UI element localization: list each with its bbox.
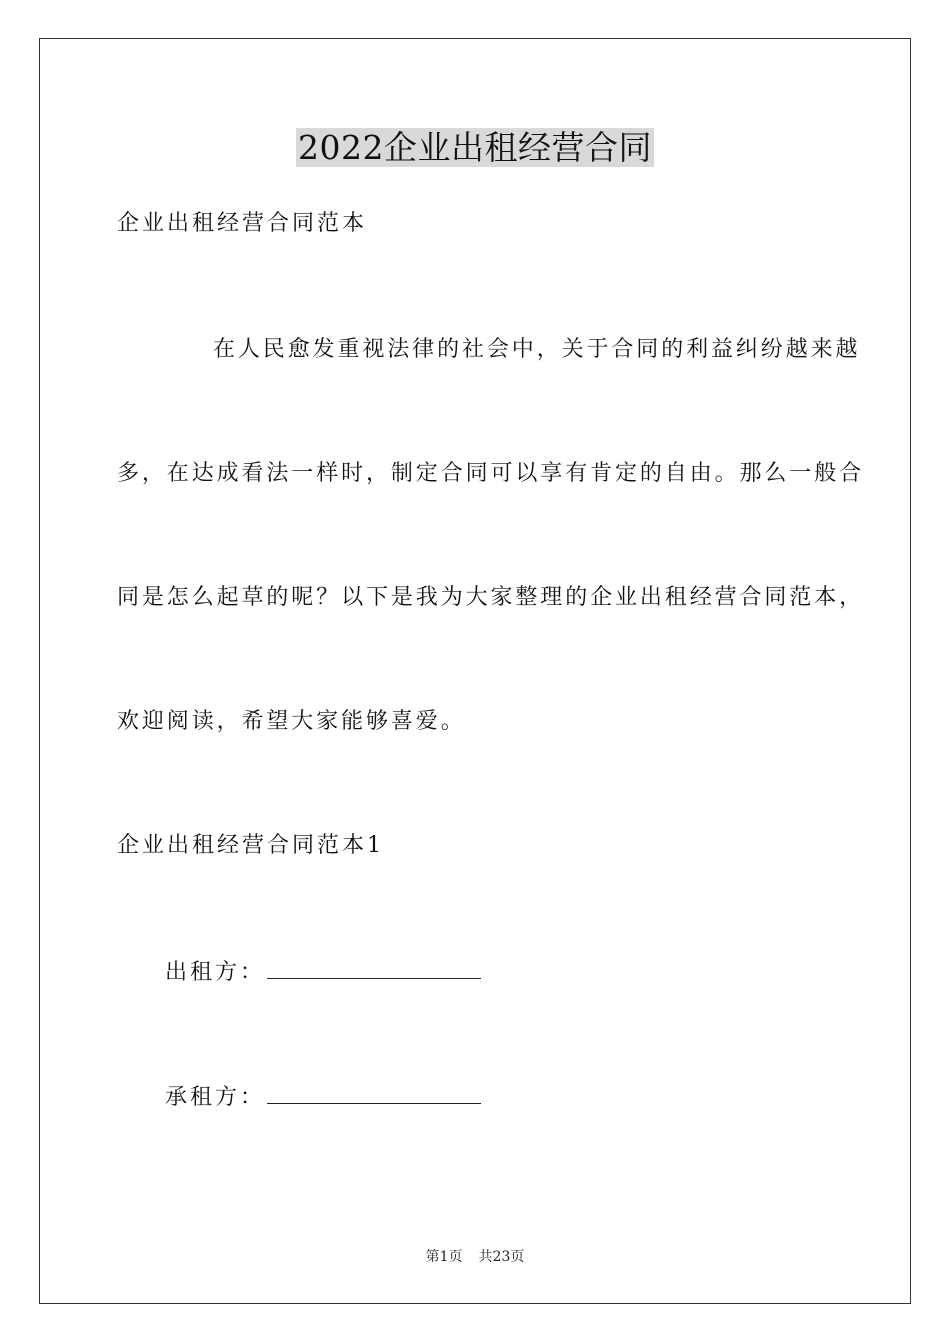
intro-paragraph-line-1: 在人民愈发重视法律的社会中，关于合同的利益纠纷越来越 <box>213 337 861 362</box>
page-number-current: 第1页 <box>425 1249 463 1265</box>
document-title-text: 2022企业出租经营合同 <box>298 128 652 167</box>
lessor-blank-line[interactable] <box>267 956 481 979</box>
intro-paragraph-line-2: 多，在达成看法一样时，制定合同可以享有肯定的自由。那么一般合 <box>117 461 865 486</box>
intro-paragraph-line-3: 同是怎么起草的呢？以下是我为大家整理的企业出租经营合同范本， <box>117 585 865 610</box>
lessor-field <box>165 956 481 988</box>
document-title <box>0 126 950 170</box>
section-heading: 企业出租经营合同范本1 <box>117 833 384 858</box>
lessor-label: 出租方： <box>165 960 266 985</box>
page-footer <box>0 1247 950 1267</box>
document-subtitle: 企业出租经营合同范本 <box>117 211 368 236</box>
intro-paragraph-line-4: 欢迎阅读，希望大家能够喜爱。 <box>117 709 466 734</box>
lessee-blank-line[interactable] <box>267 1081 481 1104</box>
lessee-label: 承租方： <box>165 1085 266 1110</box>
page-number-total: 共23页 <box>478 1249 525 1265</box>
lessee-field <box>165 1081 481 1113</box>
